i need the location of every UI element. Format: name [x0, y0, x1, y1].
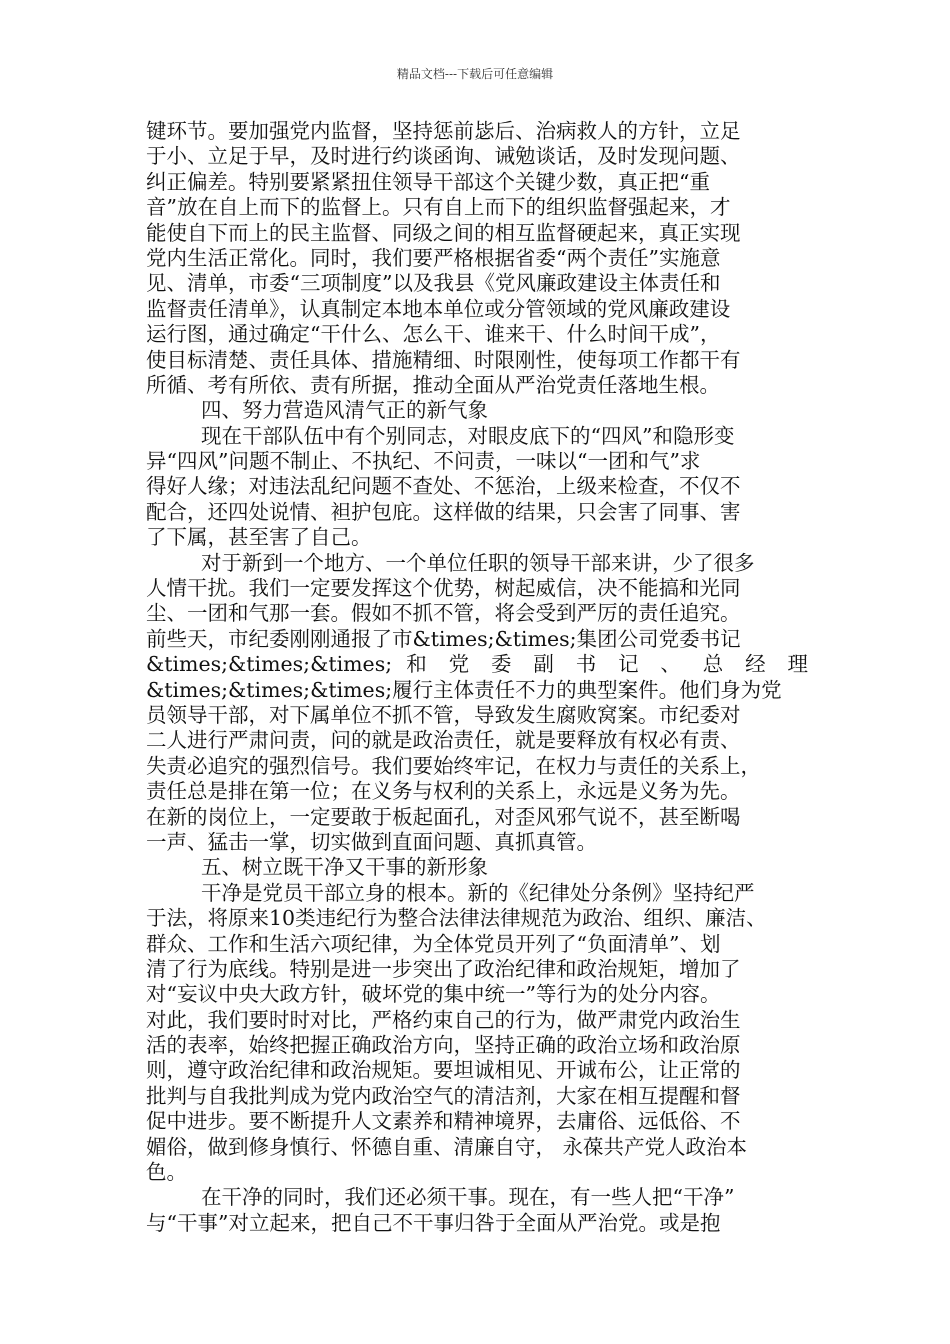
text-line: 在新的岗位上，一定要敢于板起面孔，对歪风邪气说不，甚至断喝	[146, 804, 741, 829]
text-line: 促中进步。要不断提升人文素养和精神境界，去庸俗、远低俗、不	[146, 1109, 741, 1134]
text-line: 二人进行严肃问责，问的就是政治责任，就是要释放有权必有责、	[146, 728, 741, 753]
text-line: 键环节。要加强党内监督，坚持惩前毖后、治病救人的方针，立足	[146, 119, 741, 143]
text-line: 纠正偏差。特别要紧紧扭住领导干部这个关键少数，真正把“重	[146, 169, 710, 194]
section-heading-5: 五、树立既干净又干事的新形象	[201, 855, 488, 880]
text-line: 所循、考有所依、责有所据，推动全面从严治党责任落地生根。	[146, 372, 720, 397]
text-line: 于法，将原来10类违纪行为整合法律法律规范为政治、组织、廉洁、	[146, 906, 767, 931]
document-body	[146, 119, 808, 1236]
text-line: 运行图，通过确定“干什么、怎么干、谁来干、什么时间干成”，	[146, 322, 721, 347]
paragraph-start: 现在干部队伍中有个别同志，对眼皮底下的“四风”和隐形变	[201, 423, 735, 448]
text-line: 与“干事”对立起来，把自己不干事归咎于全面从严治党。或是抱	[146, 1210, 721, 1235]
text-line: 失责必追究的强烈信号。我们要始终牢记，在权力与责任的关系上，	[146, 753, 761, 778]
page-header: 精品文档---下载后可任意编辑	[396, 67, 554, 81]
text-line: 责任总是排在第一位；在义务与权利的关系上，永远是义务为先。	[146, 779, 741, 804]
text-line: 活的表率，始终把握正确政治方向，坚持正确的政治立场和政治原	[146, 1033, 741, 1058]
text-line: 媚俗，做到修身慎行、怀德自重、清廉自守， 永葆共产党人政治本	[146, 1134, 748, 1159]
text-line: 批判与自我批判成为党内政治空气的清洁剂，大家在相互提醒和督	[146, 1083, 741, 1108]
text-line: 监督责任清单》，认真制定本地本单位或分管领域的党风廉政建设	[146, 296, 731, 321]
text-line: 群众、工作和生活六项纪律，为全体党员开列了“负面清单”、划	[146, 931, 721, 956]
text-line: 一声、猛击一掌，切实做到直面问题、真抓真管。	[146, 829, 597, 854]
text-line: 尘、一团和气那一套。假如不抓不管，将会受到严厉的责任追究。	[146, 601, 741, 626]
text-line: &times;&times;&times; 和 党 委 副 书 记 、 总 经 理	[146, 652, 808, 677]
text-line: 得好人缘；对违法乱纪问题不查处、不惩治，上级来检查，不仅不	[146, 474, 741, 499]
text-line: 则，遵守政治纪律和政治规矩。要坦诚相见、开诚布公，让正常的	[146, 1058, 741, 1083]
text-line: 异“四风”问题不制止、不执纪、不问责，一味以“一团和气”求	[146, 449, 701, 474]
text-line: 了下属，甚至害了自己。	[146, 525, 372, 550]
paragraph-start: 干净是党员干部立身的根本。新的《纪律处分条例》坚持纪严	[201, 880, 755, 905]
text-line: 见、清单，市委“三项制度”以及我县《党风廉政建设主体责任和	[146, 271, 721, 296]
text-line: 能使自下而上的民主监督、同级之间的相互监督硬起来，真正实现	[146, 220, 741, 245]
paragraph-start: 对于新到一个地方、一个单位任职的领导干部来讲，少了很多	[201, 550, 755, 575]
text-line: 党内生活正常化。同时，我们要严格根据省委“两个责任”实施意	[146, 245, 721, 270]
text-line: 对“妄议中央大政方针，破坏党的集中统一”等行为的处分内容。	[146, 982, 721, 1007]
text-line: 前些天，市纪委刚刚通报了市&times;&times;集团公司党委书记	[146, 626, 741, 651]
text-line: &times;&times;&times;履行主体责任不力的典型案件。他们身为党	[146, 677, 782, 702]
text-line: 配合，还四处说情、袒护包庇。这样做的结果，只会害了同事、害	[146, 499, 741, 524]
text-line: 对此，我们要时时对比，严格约束自己的行为，做严肃党内政治生	[146, 1007, 741, 1032]
text-line: 人情干扰。我们一定要发挥这个优势，树起威信，决不能搞和光同	[146, 576, 741, 601]
text-line: 清了行为底线。特别是进一步突出了政治纪律和政治规矩，增加了	[146, 956, 741, 981]
text-line: 音”放在自上而下的监督上。只有自上而下的组织监督强起来，才	[146, 195, 731, 220]
text-line: 使目标清楚、责任具体、措施精细、时限刚性，使每项工作都干有	[146, 347, 741, 372]
paragraph-start: 在干净的同时，我们还必须干事。现在，有一些人把“干净”	[201, 1185, 735, 1210]
section-heading-4: 四、努力营造风清气正的新气象	[201, 398, 488, 423]
text-line: 员领导干部，对下属单位不抓不管，导致发生腐败窝案。市纪委对	[146, 702, 741, 727]
text-line: 于小、立足于早，及时进行约谈函询、诫勉谈话，及时发现问题、	[146, 144, 741, 169]
text-line: 色。	[146, 1160, 187, 1185]
